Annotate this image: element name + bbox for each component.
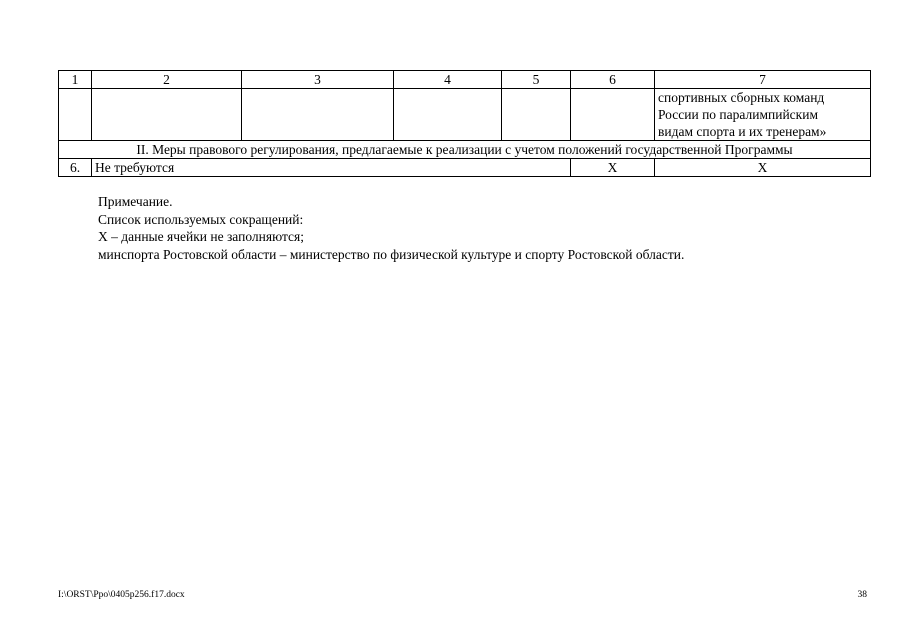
header-cell-4: 4 <box>394 71 502 89</box>
notes-block <box>98 193 858 263</box>
continuation-cell-4 <box>394 89 502 141</box>
footer-file-path: I:\ORST\Ppo\0405p256.f17.docx <box>58 590 185 600</box>
header-cell-3: 3 <box>242 71 394 89</box>
continuation-cell-2 <box>92 89 242 141</box>
continuation-line-1: спортивных сборных команд <box>658 90 825 105</box>
row-measure-name: Не требуются <box>92 159 571 177</box>
continuation-cell-3 <box>242 89 394 141</box>
section-title-row <box>59 141 871 159</box>
page-number: 38 <box>857 590 867 600</box>
header-cell-1: 1 <box>59 71 92 89</box>
continuation-cell-6 <box>571 89 655 141</box>
table-header-row <box>59 71 871 89</box>
header-cell-7: 7 <box>655 71 871 89</box>
header-cell-6: 6 <box>571 71 655 89</box>
header-cell-5: 5 <box>502 71 571 89</box>
continuation-cell-5 <box>502 89 571 141</box>
row-col7-value: X <box>655 159 871 177</box>
x-note: X – данные ячейки не заполняются; <box>98 229 305 244</box>
continuation-line-3: видам спорта и их тренерам» <box>658 124 827 139</box>
header-cell-2: 2 <box>92 71 242 89</box>
table-row <box>59 159 871 177</box>
minsport-note: минспорта Ростовской области – министерство по физической культуре и спорту Ростовской области. <box>98 246 685 262</box>
continuation-cell-1 <box>59 89 92 141</box>
abbreviations-heading: Список используемых сокращений: <box>98 211 304 227</box>
notes-title: Примечание. <box>98 194 173 209</box>
continuation-cell-7 <box>655 89 871 141</box>
row-number: 6. <box>59 159 92 177</box>
row-col6-value: X <box>571 159 655 177</box>
section-title: II. Меры правового регулирования, предлагаемые к реализации с учетом положений государственной Программы <box>59 141 871 159</box>
measures-table <box>58 70 871 177</box>
continuation-line-2: России по паралимпийским <box>658 107 818 122</box>
continuation-row <box>59 89 871 141</box>
